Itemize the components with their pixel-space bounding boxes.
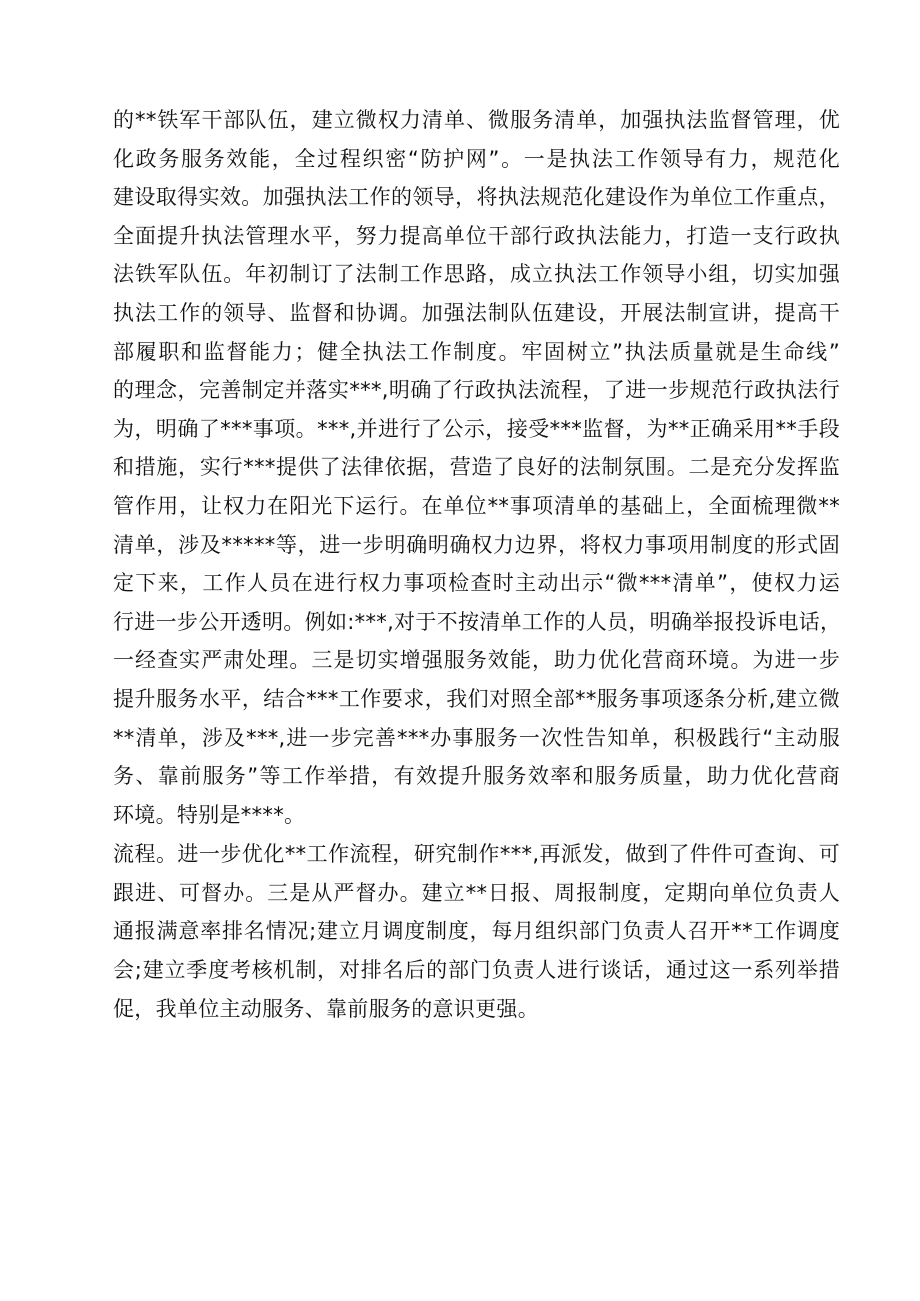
text-line: 为，明确了***事项。***,并进行了公示，接受***监督，为**正确采用**手段: [113, 416, 840, 441]
text-line: 和措施，实行***提供了法律依据，营造了良好的法制氛围。二是充分发挥监: [113, 455, 840, 480]
text-line: 建设取得实效。加强执法工作的领导，将执法规范化建设作为单位工作重点，: [113, 185, 840, 210]
text-line: 促，我单位主动服务、靠前服务的意识更强。: [113, 996, 539, 1021]
text-line: 执法工作的领导、监督和协调。加强法制队伍建设，开展法制宣讲，提高干: [113, 300, 840, 325]
text-line: 化政务服务效能，全过程织密“防护网”。一是执法工作领导有力，规范化: [113, 146, 840, 171]
text-line: 管作用，让权力在阳光下运行。在单位**事项清单的基础上，全面梳理微**: [113, 493, 840, 518]
text-line: 定下来，工作人员在进行权力事项检查时主动出示“微***清单”，使权力运: [113, 571, 840, 596]
document-body: [113, 101, 840, 1028]
text-line: 一经查实严肃处理。三是切实增强服务效能，助力优化营商环境。为进一步: [113, 648, 840, 673]
text-line: 部履职和监督能力；健全执法工作制度。牢固树立”执法质量就是生命线”: [113, 339, 840, 364]
text-line: 提升服务水平，结合***工作要求，我们对照全部**服务事项逐条分析,建立微: [113, 686, 840, 711]
text-line: 全面提升执法管理水平，努力提高单位干部行政执法能力，打造一支行政执: [113, 223, 840, 248]
text-line: 的理念，完善制定并落实***,明确了行政执法流程，了进一步规范行政执法行: [113, 378, 840, 403]
text-line: 会;建立季度考核机制，对排名后的部门负责人进行谈话，通过这一系列举措: [113, 958, 840, 983]
paragraph-1: [113, 101, 840, 834]
text-line: 清单，涉及*****等，进一步明确明确权力边界，将权力事项用制度的形式固: [113, 532, 840, 557]
text-line: 流程。进一步优化**工作流程，研究制作***,再派发，做到了件件可查询、可: [113, 842, 840, 867]
text-line: 跟进、可督办。三是从严督办。建立**日报、周报制度，定期向单位负责人: [113, 880, 840, 905]
text-line: **清单，涉及***,进一步完善***办事服务一次性告知单，积极践行“主动服: [113, 725, 840, 750]
text-line: 务、靠前服务”等工作举措，有效提升服务效率和服务质量，助力优化营商: [113, 764, 840, 789]
text-line: 行进一步公开透明。例如:***,对于不按清单工作的人员，明确举报投诉电话，: [113, 609, 842, 634]
text-line: 法铁军队伍。年初制订了法制工作思路，成立执法工作领导小组，切实加强: [113, 262, 840, 287]
text-line: 的**铁军干部队伍，建立微权力清单、微服务清单，加强执法监督管理，优: [113, 108, 840, 132]
text-line: 环境。特别是****。: [113, 802, 306, 827]
paragraph-2: [113, 835, 840, 1028]
text-line: 通报满意率排名情况;建立月调度制度，每月组织部门负责人召开**工作调度: [113, 919, 840, 944]
